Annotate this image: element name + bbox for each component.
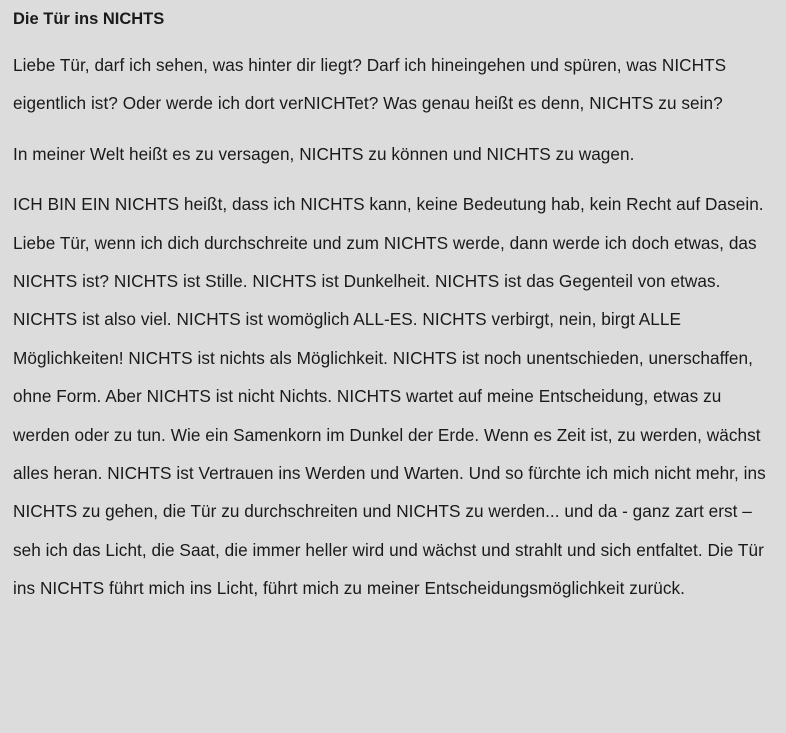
paragraph-1: Liebe Tür, darf ich sehen, was hinter dir liegt? Darf ich hineingehen und spüren, was NICHTS eigentlich ist? Oder werde ich dort verNICHTet? Was genau heißt es denn, NICHTS zu sein? xyxy=(13,55,727,114)
document-title: Die Tür ins NICHTS xyxy=(13,10,165,28)
paragraph-2: In meiner Welt heißt es zu versagen, NICHTS zu können und NICHTS zu wagen. xyxy=(13,143,635,164)
paragraph-3: ICH BIN EIN NICHTS heißt, dass ich NICHTS kann, keine Bedeutung hab, kein Recht auf Dasein. Liebe Tür, wenn ich dich durchschreite und zum NICHTS werde, dann werde ich doch etwas, das NICHTS ist? NICHTS ist Stille. NICHTS ist Dunkelheit. NICHTS ist das Gegenteil von etwas. NICHTS ist also viel. NICHTS ist womöglich ALL-ES. NICHTS verbirgt, nein, birgt ALLE Möglichkeiten! NICHTS ist nichts als Möglichkeit. NICHTS ist noch unentschieden, unerschaffen, ohne Form. Aber NICHTS ist nicht Nichts. NICHTS wartet auf meine Entscheidung, etwas zu werden oder zu tun. Wie ein Samenkorn im Dunkel der Erde. Wenn es Zeit ist, zu werden, wächst alles heran. NICHTS ist Vertrauen ins Werden und Warten. Und so fürchte ich mich nicht mehr, ins NICHTS zu gehen, die Tür zu durchschreiten und NICHTS zu werden... und da - ganz zart erst – seh ich das Licht, die Saat, die immer heller wird und wächst und strahlt und sich entfaltet. Die Tür ins NICHTS führt mich ins Licht, führt mich zu meiner Entscheidungsmöglichkeit zurück. xyxy=(13,194,766,599)
